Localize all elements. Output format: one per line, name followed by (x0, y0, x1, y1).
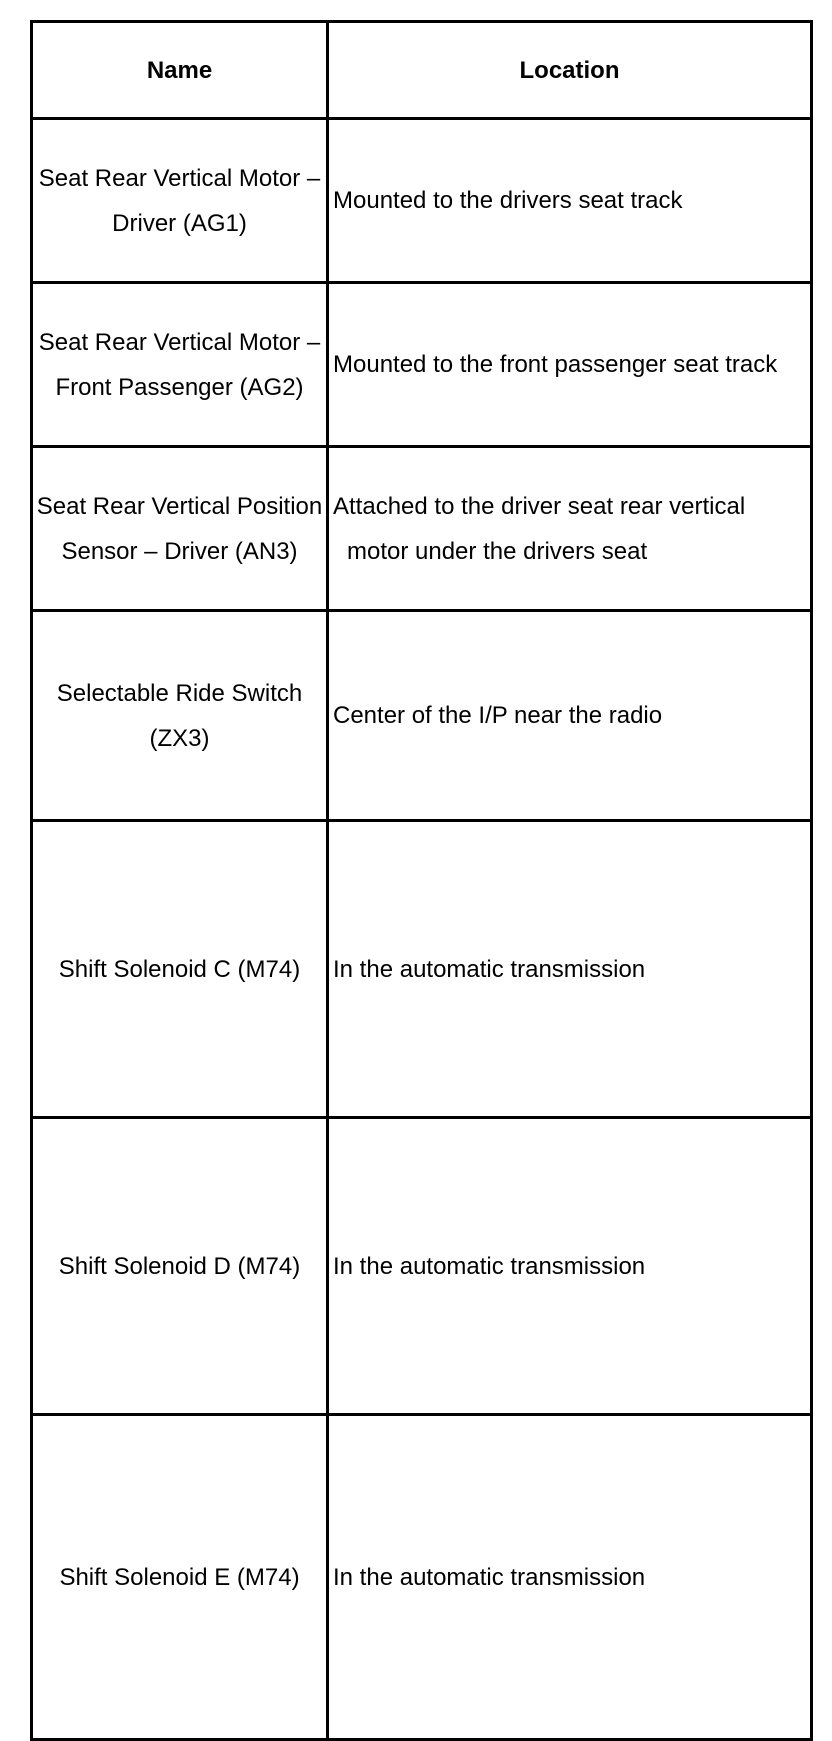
table-row (32, 119, 812, 283)
table-row (32, 1118, 812, 1415)
component-location-table (30, 20, 813, 1741)
component-name: Seat Rear Vertical Position Sensor – Driver (AN3) (36, 492, 323, 565)
table-header-row (32, 22, 812, 119)
component-name-cell (32, 1415, 328, 1740)
component-name-cell (32, 611, 328, 821)
component-name: Selectable Ride Switch (ZX3) (56, 679, 303, 752)
component-location-cell (328, 283, 812, 447)
component-location-cell (328, 447, 812, 611)
component-name: Seat Rear Vertical Motor – Driver (AG1) (38, 164, 321, 237)
component-location: In the automatic transmission (333, 955, 646, 983)
component-name: Shift Solenoid E (M74) (59, 1563, 300, 1591)
component-name-cell (32, 447, 328, 611)
component-location: Center of the I/P near the radio (333, 702, 663, 729)
table-row (32, 1415, 812, 1740)
component-location: Attached to the driver seat rear vertical motor under the drivers seat (333, 492, 746, 565)
component-name-cell (32, 283, 328, 447)
table-row (32, 447, 812, 611)
component-name: Shift Solenoid C (M74) (58, 955, 301, 983)
name-column-header: Name (32, 22, 328, 119)
table-row (32, 283, 812, 447)
table-row (32, 611, 812, 821)
component-location-cell (328, 1118, 812, 1415)
component-location: Mounted to the front passenger seat track (333, 351, 778, 378)
component-name-cell (32, 1118, 328, 1415)
table-row (32, 821, 812, 1118)
component-location-cell (328, 1415, 812, 1740)
component-location-cell (328, 611, 812, 821)
component-location: In the automatic transmission (333, 1252, 646, 1280)
component-name: Shift Solenoid D (M74) (58, 1252, 301, 1280)
component-location-cell (328, 821, 812, 1118)
component-location: Mounted to the drivers seat track (333, 187, 683, 214)
component-name-cell (32, 821, 328, 1118)
component-location: In the automatic transmission (333, 1563, 646, 1591)
component-location-cell (328, 119, 812, 283)
component-name: Seat Rear Vertical Motor – Front Passenger (AG2) (38, 328, 321, 401)
location-column-header: Location (328, 22, 812, 119)
component-name-cell (32, 119, 328, 283)
